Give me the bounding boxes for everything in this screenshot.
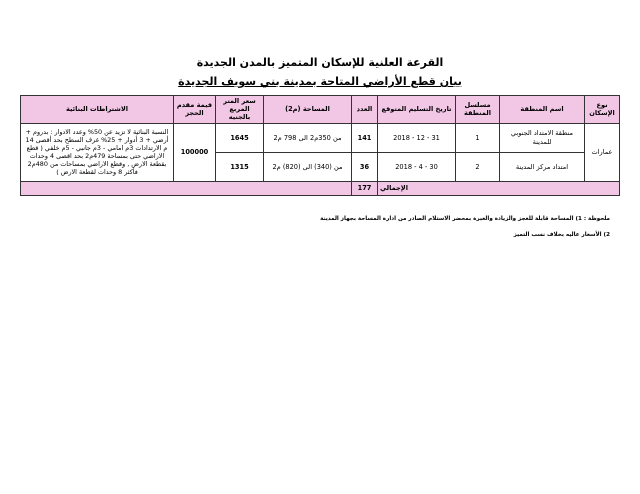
- total-empty: [21, 181, 352, 195]
- total-count: 177: [352, 181, 378, 195]
- header-serial: مسلسل المنطقة: [456, 96, 500, 124]
- header-area-name: اسم المنطقة: [500, 96, 585, 124]
- header-delivery-date: تاريخ التسليم المتوقع: [378, 96, 456, 124]
- price-cell: 1315: [216, 152, 264, 181]
- count-cell: 141: [352, 123, 378, 152]
- delivery-date-cell: 31 - 12 - 2018: [378, 123, 456, 152]
- header-area: المساحة (م2): [264, 96, 352, 124]
- table-header-row: [21, 96, 620, 124]
- serial-cell: 2: [456, 152, 500, 181]
- area-cell: من 350م2 الى 798 م2: [264, 123, 352, 152]
- delivery-date-cell: 30 - 4 - 2018: [378, 152, 456, 181]
- count-cell: 36: [352, 152, 378, 181]
- header-conditions: الاشتراطات البنائية: [21, 96, 174, 124]
- total-label: الإجمالي: [378, 181, 620, 195]
- document-title: القرعة العلنية للإسكان المتميز بالمدن الجديدة: [196, 56, 444, 69]
- document-subtitle: بيان قطع الأراضي المتاحة بمدينة بني سويف الجديدة: [178, 75, 462, 88]
- header-price: سعر المتر المربع بالجنيه: [216, 96, 264, 124]
- serial-cell: 1: [456, 123, 500, 152]
- conditions-cell: النسبة البنائية لا تزيد عن 50% وعدد الادوار : بدروم + أرضي + 3 أدوار + 25% غرف السطح بحد أقصى 14 م الارتدادات 3م امامي - 3م جانبي - 5م خلفي ( قطع الاراضي حتى بمساحة 479م2 بحد اقصى 4 وحدات بقطعة الارض , وقطع الاراضي بمساحات من 480م2 فأكثر 8 وحدات لقطعة الارض ): [21, 123, 174, 181]
- land-plots-table: [20, 95, 620, 196]
- total-row: [21, 181, 620, 195]
- area-name-cell: امتداد مركز المدينة: [500, 152, 585, 181]
- price-cell: 1645: [216, 123, 264, 152]
- area-name-cell: منطقة الامتداد الجنوبي للمدينة: [500, 123, 585, 152]
- housing-type-cell: عمارات: [585, 123, 620, 181]
- header-count: العدد: [352, 96, 378, 124]
- header-deposit: قيمة مقدم الحجز: [174, 96, 216, 124]
- header-housing-type: نوع الإسكان: [585, 96, 620, 124]
- table-row: [21, 123, 620, 152]
- deposit-cell: 100000: [174, 123, 216, 181]
- note-1: ملحوظة : 1) المساحة قابلة للعجز والزيادة والعبرة بمحضر الاستلام الصادر من ادارة المساحة بجهاز المدينة: [320, 216, 610, 222]
- area-cell: من (340) الى (820) م2: [264, 152, 352, 181]
- note-2: 2) الأسعار عاليه بخلاف نسب التميز: [513, 232, 610, 238]
